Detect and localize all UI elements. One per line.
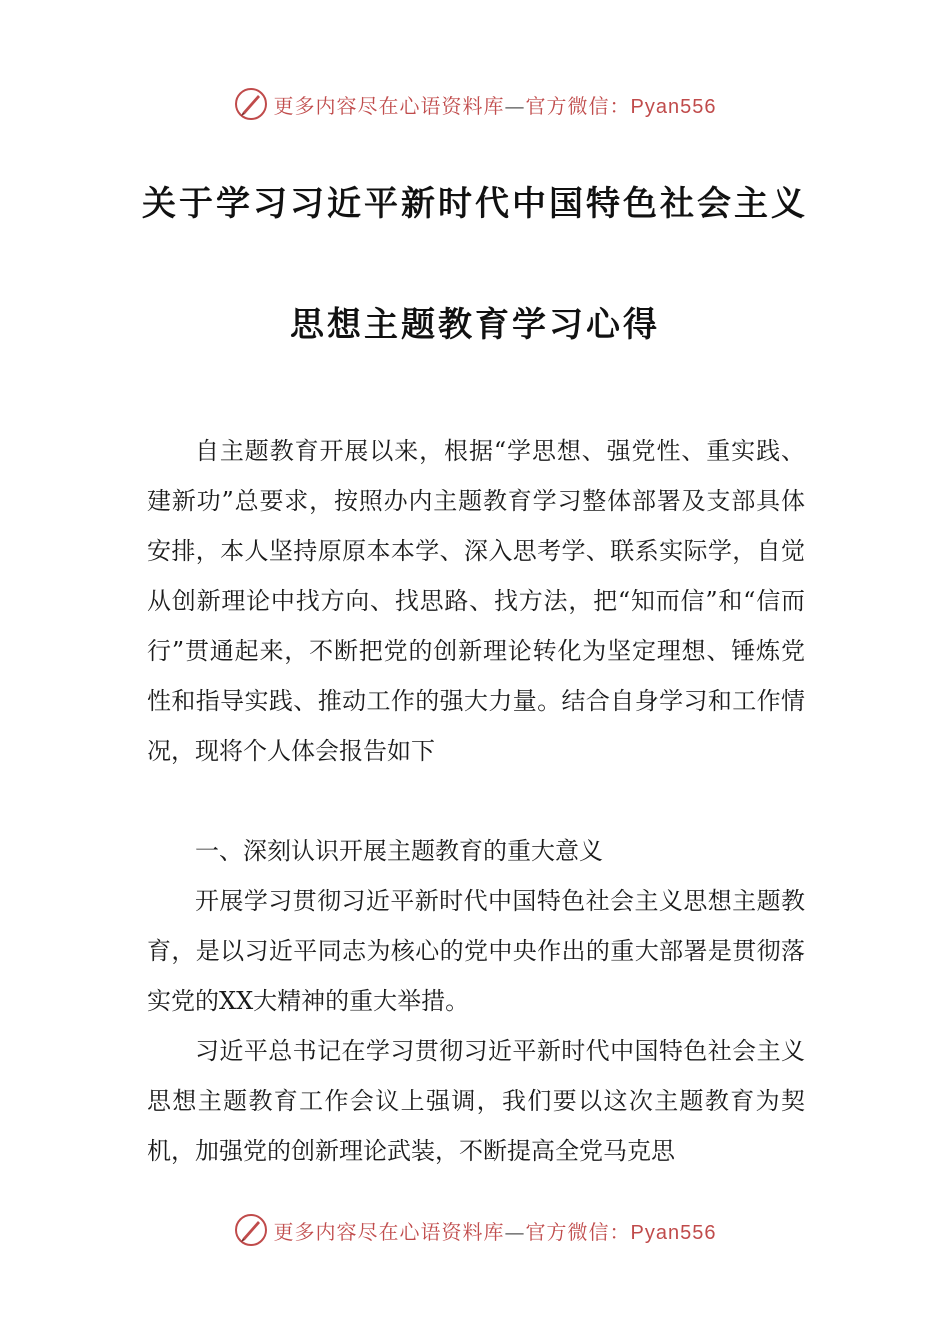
section-paragraph: 开展学习贯彻习近平新时代中国特色社会主义思想主题教育，是以习近平同志为核心的党中央作出的重大部署是贯彻落实党的XX大精神的重大举措。: [147, 887, 805, 1015]
section-one: [147, 826, 805, 1176]
section-heading: 一、深刻认识开展主题教育的重大意义: [195, 837, 603, 865]
watermark-text: 更多内容尽在心语资料库—官方微信：Pyan556: [273, 1219, 717, 1244]
section-paragraph: 习近平总书记在学习贯彻习近平新时代中国特色社会主义思想主题教育工作会议上强调，我们要以这次主题教育为契机，加强党的创新理论武装，不断提高全党马克思: [147, 1037, 805, 1165]
intro-paragraph: 自主题教育开展以来，根据“学思想、强党性、重实践、建新功”总要求，按照办内主题教育学习整体部署及支部具体安排，本人坚持原原本本学、深入思考学、联系实际学，自觉从创新理论中找方向、找思路、找方法，把“知而信”和“信而行”贯通起来，不断把党的创新理论转化为坚定理想、锤炼党性和指导实践、推动工作的强大力量。结合自身学习和工作情况，现将个人体会报告如下: [147, 437, 805, 765]
document-title-line1: 关于学习习近平新时代中国特色社会主义: [142, 184, 808, 224]
intro-paragraph-block: [147, 426, 805, 776]
watermark-text: 更多内容尽在心语资料库—官方微信：Pyan556: [273, 93, 717, 118]
watermark-header: [0, 84, 950, 124]
quill-logo-icon: [234, 1213, 268, 1247]
quill-logo-icon: [234, 87, 268, 121]
watermark-footer: [0, 1210, 950, 1250]
document-title-line2: 思想主题教育学习心得: [290, 305, 660, 345]
